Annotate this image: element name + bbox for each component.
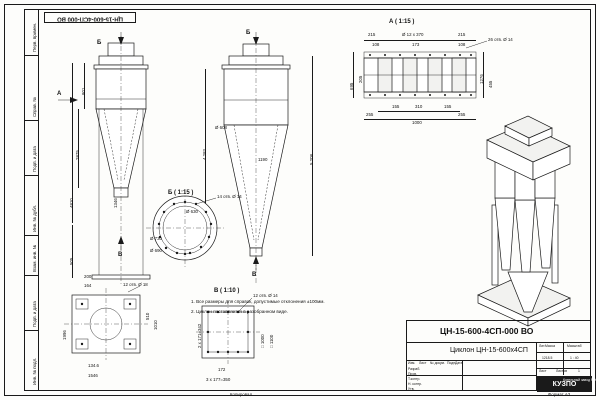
tb-product-name: Циклон ЦН-15-600х4СП [450, 347, 528, 354]
view-a-dim-255-r: 255 [458, 112, 466, 117]
tb-value-masshtab: 1 : 40 [570, 356, 579, 360]
view-mark-b-side: Б [246, 30, 251, 36]
view-a-dim-12x370: Ø 12 х 370 [402, 32, 424, 37]
tb-row-razrab: Разраб. [408, 367, 421, 371]
front-dim-505: 505 [69, 257, 74, 265]
tb-label-list: Лист [539, 369, 547, 373]
tb-label-listov: Листов [556, 369, 568, 373]
tb-col-data: Дата [455, 361, 463, 365]
margin-label-0: Инв. № подл. [32, 357, 37, 385]
margin-label-2: Взам. инв. № [32, 244, 37, 272]
side-dim-d608: Ø 608 [215, 125, 227, 130]
view-a-dim-455: 455 [488, 80, 493, 88]
view-a-dim-1000: 1000 [412, 120, 422, 125]
plan-dim-1996: 1996 [62, 330, 67, 340]
plan-note-12holes: 12 отв. Ø 18 [123, 282, 148, 287]
view-b1-title: Б ( 1:15 ) [168, 190, 194, 196]
view-b-dim-1100: □ 1100 [269, 334, 274, 348]
view-a-dim-108-l: 108 [372, 42, 380, 47]
margin-label-4: Подп. и дата [32, 146, 37, 172]
tb-row-tkontr: Т.контр. [408, 377, 421, 381]
view-a-note-26holes: 26 отв. Ø 14 [488, 37, 513, 42]
plan-dim-1546: 1546 [88, 373, 98, 378]
view-a-dim-108-r: 108 [458, 42, 466, 47]
margin-label-3: Инв. № дубл. [32, 204, 37, 232]
side-dim-4283: 4 283 [202, 149, 207, 160]
view-mark-a-front: А [57, 91, 62, 97]
view-a-dim-310: 310 [415, 104, 423, 109]
front-dim-4810: 4810 [69, 198, 74, 208]
view-mark-v-front: В [118, 252, 123, 258]
tb-col-izm: Изм. [408, 361, 416, 365]
view-a-dim-205: 205 [358, 75, 363, 83]
view-b1-dim-690: Ø 690 [150, 248, 162, 253]
company-logo-text: КУЗПО [552, 380, 577, 388]
view-a-dim-173: 173 [412, 42, 420, 47]
view-b-dim-2x171: 2 х 171=342 [197, 323, 202, 348]
view-a-dim-255-l: 255 [366, 112, 374, 117]
tb-value-massa: 1218.5 [542, 356, 553, 360]
tb-div-h4 [536, 352, 591, 353]
margin-label-6: Перв. примен. [32, 22, 37, 52]
tb-row-utv: Утв. [408, 387, 415, 391]
view-b1-dim-630: Ø 630 [186, 209, 198, 214]
note-line-2: 2. Циклон поставляется в разобранном виде. [191, 309, 288, 314]
side-dim-1190: 1190 [258, 157, 268, 162]
view-a-dim-215-r: 215 [458, 32, 466, 37]
tb-label-massa: Масса [545, 344, 556, 348]
tb-label-lit: Лит. [539, 344, 546, 348]
view-mark-v-side: В [252, 272, 257, 278]
company-sub-text: Котельный завод РЭП [563, 378, 599, 382]
view-b-note-12holes: 12 отв. Ø 14 [253, 293, 278, 298]
view-a-dim-1276: 1276 [479, 74, 484, 84]
plan-dim-510: 510 [145, 312, 150, 320]
view-b-dim-1000: □ 1000 [260, 334, 265, 348]
format-label: Формат А3 [548, 392, 571, 397]
tb-col-docum: № докум. [430, 361, 445, 365]
front-dim-801: 801 [81, 87, 86, 95]
view-a-dim-155-l: 155 [392, 104, 400, 109]
front-dim-2875: 2875 [75, 150, 80, 160]
plan-dim-1010: 1010 [153, 320, 158, 330]
tb-col-list: Лист [419, 361, 427, 365]
view-b1-dim-730: Ø 730 [150, 236, 162, 241]
plan-dim-164: 164 [84, 283, 92, 288]
view-b-dim-3x177: 3 х 177=350 [206, 377, 231, 382]
margin-label-5: Справ. № [32, 97, 37, 117]
tb-label-masshtab: Масштаб [567, 344, 582, 348]
plan-dim-1346: 134.6 [88, 363, 99, 368]
tb-value-listov: 1 [578, 369, 580, 373]
view-b-title: В ( 1:10 ) [214, 288, 240, 294]
tb-row-nkontr: Н. контр. [408, 382, 422, 386]
drawing-number-label: ЦН-15-600-4СП-000 ВО [57, 15, 123, 22]
tb-col-podp: Подп. [447, 361, 457, 365]
view-a-dim-695: 695 [349, 82, 354, 90]
view-mark-b-front: Б [97, 40, 102, 46]
front-dim-1346: 1346 [113, 198, 118, 208]
margin-label-1: Подп. и дата [32, 301, 37, 327]
plan-dim-200: 200 [84, 274, 92, 279]
tb-designation: ЦН-15-600-4СП-000 ВО [440, 326, 534, 336]
view-b1-note-holes: 14 отв. Ø 14 [217, 194, 242, 199]
view-a-dim-155-r: 155 [444, 104, 452, 109]
side-dim-5208: 5 208 [309, 154, 314, 165]
view-a-title: А ( 1:15 ) [389, 19, 415, 25]
view-a-dim-215-l: 215 [368, 32, 376, 37]
tb-row-prov: Пров. [408, 372, 417, 376]
copied-label: Копировал [230, 392, 253, 397]
note-line-1: 1. Все размеры для справок, допустимые отклонения ±100мм. [191, 299, 325, 304]
view-b-dim-172: 172 [218, 367, 226, 372]
